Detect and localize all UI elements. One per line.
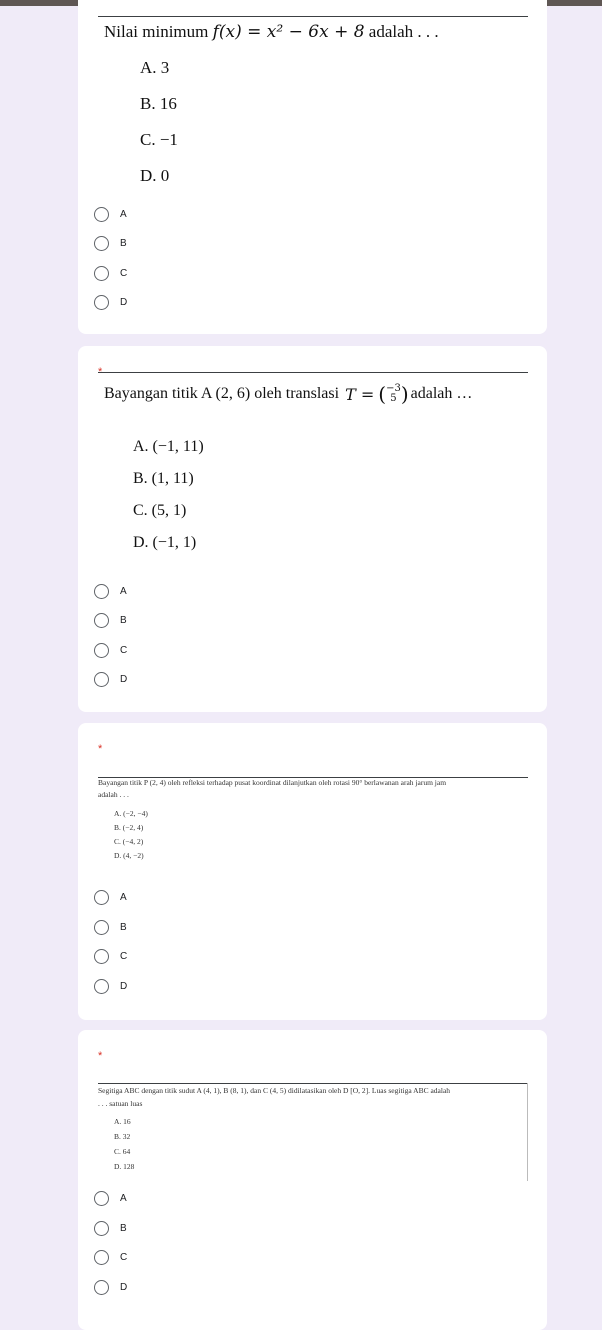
question-image-3	[98, 777, 528, 877]
option-text-4a: A. 16	[114, 1117, 131, 1126]
question-text-2: Bayangan titik A (2, 6) oleh translasi T = ( −3 5 ) adalah …	[104, 382, 473, 406]
choice-1d[interactable]: D	[94, 291, 127, 313]
choice-2a[interactable]: A	[94, 580, 127, 602]
radio-icon[interactable]	[94, 979, 109, 994]
radio-icon[interactable]	[94, 1280, 109, 1295]
choice-1b[interactable]: B	[94, 232, 127, 254]
choice-1a[interactable]: A	[94, 203, 127, 225]
choice-2b[interactable]: B	[94, 609, 127, 631]
option-text-4c: C. 64	[114, 1147, 131, 1156]
option-text-3a: A. (−2, −4)	[114, 809, 148, 818]
option-text-2c: C. (5, 1)	[133, 502, 187, 519]
radio-icon[interactable]	[94, 1250, 109, 1265]
choice-4b[interactable]: B	[94, 1217, 127, 1239]
option-text-1b: B. 16	[140, 94, 177, 113]
option-text-3c: C. (−4, 2)	[114, 837, 144, 846]
question-image-1	[98, 12, 528, 192]
choice-3d[interactable]: D	[94, 975, 127, 997]
required-mark: *	[98, 743, 103, 755]
choice-1c[interactable]: C	[94, 262, 127, 284]
option-text-1c: C. −1	[140, 130, 178, 149]
choice-4d[interactable]: D	[94, 1276, 127, 1298]
radio-icon[interactable]	[94, 266, 109, 281]
choice-3b[interactable]: B	[94, 916, 127, 938]
option-text-4d: D. 128	[114, 1162, 135, 1171]
question-card-4	[78, 1030, 547, 1330]
radio-icon[interactable]	[94, 920, 109, 935]
option-text-1a: A. 3	[140, 58, 170, 77]
option-text-1d: D. 0	[140, 166, 170, 185]
option-text-3d: D. (4, −2)	[114, 851, 144, 860]
radio-icon[interactable]	[94, 613, 109, 628]
option-text-2b: B. (1, 11)	[133, 470, 194, 487]
option-text-2d: D. (−1, 1)	[133, 534, 197, 551]
choice-3a[interactable]: A	[94, 886, 127, 908]
required-mark: *	[98, 366, 103, 378]
option-text-3b: B. (−2, 4)	[114, 823, 144, 832]
radio-icon[interactable]	[94, 949, 109, 964]
question-image-4	[98, 1083, 528, 1181]
radio-icon[interactable]	[94, 1191, 109, 1206]
choice-4a[interactable]: A	[94, 1187, 127, 1209]
required-mark: *	[98, 1050, 103, 1062]
choice-3c[interactable]: C	[94, 945, 127, 967]
question-text-3-line1: Bayangan titik P (2, 4) oleh refleksi terhadap pusat koordinat dilanjutkan oleh rotasi 90° berlawanan arah jarum jam	[98, 778, 447, 787]
question-image-2	[98, 372, 528, 562]
question-math-1: f(x) = x² − 6x + 8	[212, 22, 365, 42]
radio-icon[interactable]	[94, 236, 109, 251]
radio-icon[interactable]	[94, 1221, 109, 1236]
question-text-4-line1: Segitiga ABC dengan titik sudut A (4, 1), B (8, 1), dan C (4, 5) didilatasikan oleh D [O, 2]. Luas segitiga ABC adalah	[98, 1086, 451, 1095]
question-card-2	[78, 346, 547, 712]
choice-2c[interactable]: C	[94, 639, 127, 661]
radio-icon[interactable]	[94, 295, 109, 310]
choice-4c[interactable]: C	[94, 1246, 127, 1268]
radio-icon[interactable]	[94, 643, 109, 658]
radio-icon[interactable]	[94, 207, 109, 222]
question-card-3	[78, 723, 547, 1020]
option-text-2a: A. (−1, 11)	[133, 438, 204, 455]
radio-icon[interactable]	[94, 584, 109, 599]
option-text-4b: B. 32	[114, 1132, 131, 1141]
radio-icon[interactable]	[94, 890, 109, 905]
radio-icon[interactable]	[94, 672, 109, 687]
question-math-2: T = ( −3 5 )	[345, 382, 409, 406]
question-text-4-line2: . . . satuan luas	[98, 1099, 143, 1108]
question-text-3-line2: adalah . . .	[98, 790, 129, 799]
question-text-1: Nilai minimum f(x) = x² − 6x + 8 adalah . . .	[104, 22, 439, 42]
question-card-1	[78, 0, 547, 334]
choice-2d[interactable]: D	[94, 668, 127, 690]
